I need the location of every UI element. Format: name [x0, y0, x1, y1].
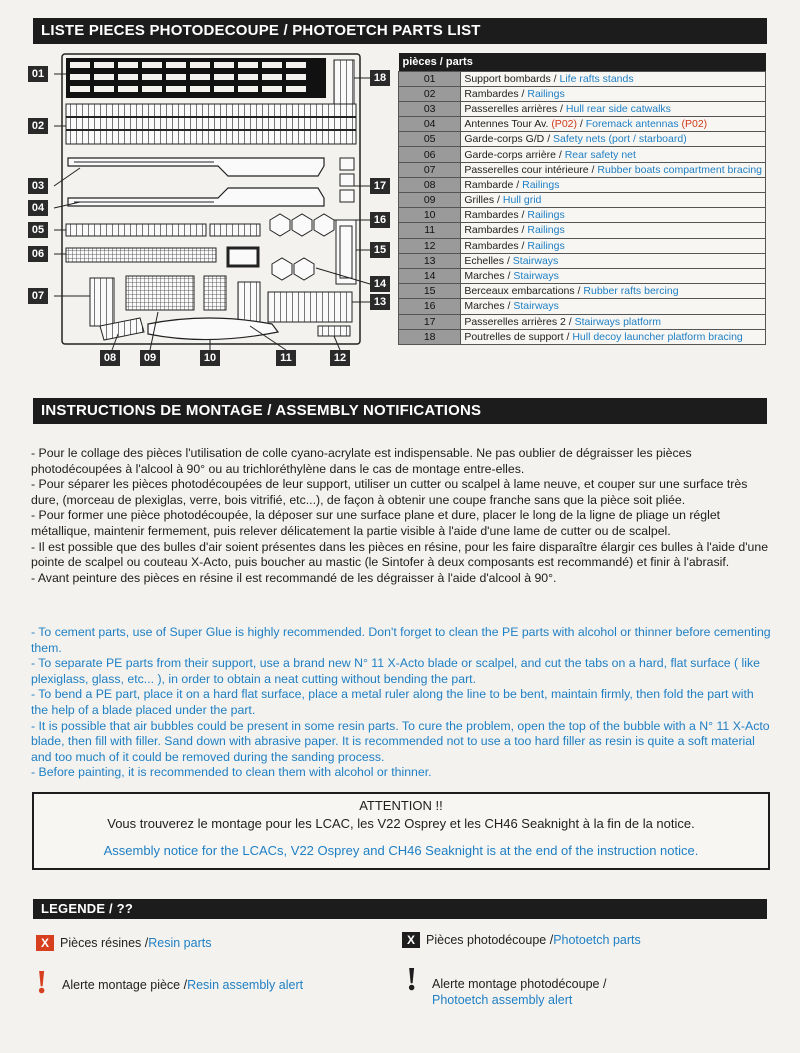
- parts-row-04: [399, 117, 766, 132]
- part-description: Passerelles cour intérieure / Rubber boats compartment bracing: [461, 162, 766, 177]
- part-number: 18: [399, 329, 461, 344]
- pe-alert-icon: !: [406, 961, 418, 998]
- part-name-fr: Rambardes: [464, 209, 519, 222]
- label-11: 11: [276, 350, 296, 366]
- part-name-en: Rubber rafts bercing: [583, 285, 679, 298]
- parts-row-12: [399, 238, 766, 253]
- part-name-fr: Rambardes: [464, 224, 519, 237]
- legend-resin-parts: [36, 935, 211, 951]
- part-number: 13: [399, 253, 461, 268]
- legend-pe-alert-fr: Alerte montage photodécoupe /: [432, 977, 607, 991]
- legend-pe-alert-en: Photoetch assembly alert: [432, 993, 573, 1007]
- part-name-fr: Antennes Tour Av.: [464, 118, 549, 131]
- part-name-en: Rear safety net: [564, 148, 636, 161]
- part-name-en: Rubber boats compartment bracing: [597, 163, 762, 176]
- parts-row-01: [399, 71, 766, 86]
- instructions-fr: [31, 446, 771, 586]
- label-07: 07: [28, 288, 48, 304]
- label-14: 14: [370, 276, 390, 292]
- parts-row-13: [399, 253, 766, 268]
- part-description: Rambardes / Railings: [461, 223, 766, 238]
- label-01: 01: [28, 66, 48, 82]
- parts-row-14: [399, 268, 766, 283]
- part-description: Marches / Stairways: [461, 268, 766, 283]
- label-06: 06: [28, 246, 48, 262]
- label-08: 08: [100, 350, 120, 366]
- part-number: 06: [399, 147, 461, 162]
- label-03: 03: [28, 178, 48, 194]
- part-description: Support bombards / Life rafts stands: [461, 71, 766, 86]
- part-name-fr: Marches: [464, 300, 505, 313]
- part-05-shape: [66, 224, 206, 236]
- section-header-instructions: INSTRUCTIONS DE MONTAGE / ASSEMBLY NOTIFICATIONS: [33, 398, 767, 424]
- parts-row-16: [399, 299, 766, 314]
- instruction-en-5: - Before painting, it is recommended to clean them with alcohol or thinner.: [31, 765, 432, 780]
- part-number: 08: [399, 177, 461, 192]
- part-14-shape: [272, 258, 314, 280]
- part-description: Rambardes / Railings: [461, 238, 766, 253]
- part-number: 02: [399, 86, 461, 101]
- part-name-en: Stairways platform: [574, 315, 661, 328]
- part-07-shape: [90, 278, 114, 326]
- label-17: 17: [370, 178, 390, 194]
- part-name-fr: Grilles: [464, 194, 495, 207]
- part-name-fr: Passerelles arrières 2: [464, 315, 566, 328]
- parts-row-09: [399, 193, 766, 208]
- part-description: Poutrelles de support / Hull decoy launcher platform bracing: [461, 329, 766, 344]
- part-description: Garde-corps G/D / Safety nets (port / starboard): [461, 132, 766, 147]
- legend-pe-parts: [402, 932, 641, 948]
- parts-row-17: [399, 314, 766, 329]
- part-name-fr: Rambardes: [464, 239, 519, 252]
- part-name-en: Railings: [527, 87, 565, 100]
- part-04-shape: [68, 188, 324, 206]
- part-name-fr: Berceaux embarcations: [464, 285, 575, 298]
- part-12-shape: [318, 326, 350, 336]
- parts-row-11: [399, 223, 766, 238]
- part-number: 16: [399, 299, 461, 314]
- instructions-en: [31, 625, 771, 781]
- part-number: 03: [399, 101, 461, 116]
- part-description: Echelles / Stairways: [461, 253, 766, 268]
- part-name-fr: Passerelles cour intérieure: [464, 163, 589, 176]
- parts-row-06: [399, 147, 766, 162]
- part-09-shape: [126, 276, 194, 310]
- part-name-en: Railings: [527, 224, 565, 237]
- label-13: 13: [370, 294, 390, 310]
- part-name-en: Hull decoy launcher platform bracing: [572, 330, 743, 343]
- instruction-en-4: - It is possible that air bubbles could be present in some resin parts. To cure the problem, open the top of the bubble with a N° 11 X-Acto blade, then fill with filler. Sand down with abrasive paper. It is recommended not to use a too hard filler as resin is quite a soft material and too much of it could be removed during the sanding process.: [31, 718, 770, 764]
- parts-table: [398, 53, 766, 345]
- part-name-fr: Echelles: [464, 254, 505, 267]
- label-12: 12: [330, 350, 350, 366]
- part-number: 12: [399, 238, 461, 253]
- parts-row-05: [399, 132, 766, 147]
- part-ref-en: (P02): [681, 118, 708, 131]
- resin-x-icon: X: [36, 935, 54, 951]
- parts-table-header: pièces / parts: [399, 53, 766, 71]
- part-number: 14: [399, 268, 461, 283]
- resin-alert-icon: !: [36, 964, 48, 1001]
- part-03-shape: [68, 158, 324, 176]
- legend-pe-alert: [432, 976, 606, 1008]
- part-number: 11: [399, 223, 461, 238]
- part-number: 05: [399, 132, 461, 147]
- parts-row-03: [399, 101, 766, 116]
- attention-fr: Vous trouverez le montage pour les LCAC, les V22 Osprey et les CH46 Seaknight à la fin de la notice.: [107, 816, 695, 831]
- part-16-shape: [270, 214, 334, 236]
- label-09: 09: [140, 350, 160, 366]
- part-number: 09: [399, 193, 461, 208]
- instruction-fr-3: - Pour former une pièce photodécoupée, la déposer sur une surface plane et dure, placer le long de la ligne de pliage un réglet métallique, maintenir fermement, puis relever délicatement la partie visible à l'aide d'une lame de cutter ou de scalpel.: [31, 508, 721, 538]
- part-name-en: Hull rear side catwalks: [565, 102, 671, 115]
- attention-en: Assembly notice for the LCACs, V22 Osprey and CH46 Seaknight is at the end of the instruction notice.: [103, 843, 699, 858]
- part-17-shape: [340, 158, 354, 170]
- part-ref-fr: (P02): [551, 118, 577, 131]
- part-13-shape: [268, 292, 352, 322]
- photoetch-fret-diagram: [28, 50, 392, 368]
- parts-row-07: [399, 162, 766, 177]
- instruction-en-2: - To separate PE parts from their support, use a brand new N° 11 X-Acto blade or scalpel, and cut the tabs on a hard, flat surface ( like plexiglass, glass, etc... ), in order to obtain a neat cutting without bending the part.: [31, 656, 760, 686]
- label-02: 02: [28, 118, 48, 134]
- part-description: Grilles / Hull grid: [461, 193, 766, 208]
- part-description: Antennes Tour Av. (P02) / Foremack antennas (P02): [461, 117, 766, 132]
- section-header-parts-list: LISTE PIECES PHOTODECOUPE / PHOTOETCH PARTS LIST: [33, 18, 767, 44]
- part-name-fr: Support bombards: [464, 72, 551, 85]
- part-name-en: Stairways: [513, 300, 559, 313]
- part-description: Marches / Stairways: [461, 299, 766, 314]
- attention-title: ATTENTION !!: [359, 798, 443, 813]
- label-15: 15: [370, 242, 390, 258]
- part-number: 10: [399, 208, 461, 223]
- part-number: 04: [399, 117, 461, 132]
- part-number: 17: [399, 314, 461, 329]
- part-description: Rambarde / Railings: [461, 177, 766, 192]
- part-number: 15: [399, 284, 461, 299]
- part-01-shape: [66, 58, 326, 98]
- parts-row-08: [399, 177, 766, 192]
- parts-row-18: [399, 329, 766, 344]
- parts-row-10: [399, 208, 766, 223]
- instruction-fr-4: - Il est possible que des bulles d'air soient présentes dans les pièces en résine, pour les faire disparaître élargir ces bulles à l'aide d'une pointe de scalpel ou couteau X-Acto, puis boucher au mastic (le Sintofer à deux composants est recommandé) et finir à l'abrasif.: [31, 539, 769, 570]
- part-name-fr: Garde-corps G/D: [464, 133, 545, 146]
- legend-resin-alert: [62, 978, 303, 992]
- part-description: Rambardes / Railings: [461, 208, 766, 223]
- instruction-en-1: - To cement parts, use of Super Glue is highly recommended. Don't forget to clean the PE parts with alcohol or thinner before cementing them.: [31, 625, 771, 655]
- parts-row-02: [399, 86, 766, 101]
- part-name-en: Foremack antennas: [585, 118, 679, 131]
- instruction-en-3: - To bend a PE part, place it on a hard flat surface, place a metal ruler along the line to be bent, maintain firmly, then fold the part with the help of a blade placed under the part.: [31, 687, 754, 717]
- instruction-fr-1: - Pour le collage des pièces l'utilisation de colle cyano-acrylate est indispensable. Ne pas oublier de dégraisser les pièces photodécoupées à l'alcool à 90° ou au trichloréthylène dans le cas de montage entre-elles.: [31, 446, 692, 476]
- legend-pe-parts-en: Photoetch parts: [553, 933, 641, 947]
- part-02-shape: [66, 104, 356, 144]
- part-name-fr: Marches: [464, 270, 505, 283]
- part-name-en: Safety nets (port / starboard): [553, 133, 687, 146]
- legend-resin-parts-fr: Pièces résines /: [60, 936, 149, 950]
- part-name-fr: Passerelles arrières: [464, 102, 558, 115]
- part-number: 01: [399, 71, 461, 86]
- part-name-en: Railings: [527, 209, 565, 222]
- part-description: Passerelles arrières 2 / Stairways platform: [461, 314, 766, 329]
- part-name-en: Stairways: [513, 270, 559, 283]
- part-name-en: Railings: [522, 178, 560, 191]
- part-06-shape: [66, 248, 216, 262]
- instruction-fr-5: - Avant peinture des pièces en résine il est recommandé de les dégraisser à l'aide d'alcool à 90°.: [31, 570, 557, 585]
- label-18: 18: [370, 70, 390, 86]
- part-description: Berceaux embarcations / Rubber rafts bercing: [461, 284, 766, 299]
- part-name-fr: Garde-corps arrière: [464, 148, 556, 161]
- part-name-en: Hull grid: [502, 194, 542, 207]
- label-04: 04: [28, 200, 48, 216]
- part-name-fr: Poutrelles de support: [464, 330, 564, 343]
- part-name-en: Life rafts stands: [559, 72, 634, 85]
- label-16: 16: [370, 212, 390, 228]
- part-name-en: Stairways: [512, 254, 559, 267]
- part-10-shape: [148, 318, 278, 340]
- legend-pe-parts-fr: Pièces photodécoupe /: [426, 933, 554, 947]
- part-name-fr: Rambardes: [464, 87, 519, 100]
- part-description: Garde-corps arrière / Rear safety net: [461, 147, 766, 162]
- section-header-legend: LEGENDE / ??: [33, 899, 767, 919]
- part-name-fr: Rambarde: [464, 178, 514, 191]
- label-10: 10: [200, 350, 220, 366]
- legend-resin-alert-en: Resin assembly alert: [187, 978, 304, 992]
- instruction-fr-2: - Pour séparer les pièces photodécoupées de leur support, utiliser un cutter ou scalpel à lame neuve, et couper sur une surface très dure, (morceau de plexiglas, verre, bois vitrifié, etc...), de façon à obtenir une coupe franche sans que la pièce soit pliée.: [31, 477, 748, 507]
- pe-x-icon: X: [402, 932, 420, 948]
- fret-drawing: [28, 50, 392, 368]
- part-18-shape: [334, 60, 354, 110]
- attention-box: [32, 792, 770, 870]
- part-description: Passerelles arrières / Hull rear side catwalks: [461, 101, 766, 116]
- label-05: 05: [28, 222, 48, 238]
- legend-resin-alert-fr: Alerte montage pièce /: [62, 978, 188, 992]
- part-description: Rambardes / Railings: [461, 86, 766, 101]
- parts-row-15: [399, 284, 766, 299]
- part-number: 07: [399, 162, 461, 177]
- legend-resin-parts-en: Resin parts: [148, 936, 212, 950]
- part-name-en: Railings: [527, 239, 565, 252]
